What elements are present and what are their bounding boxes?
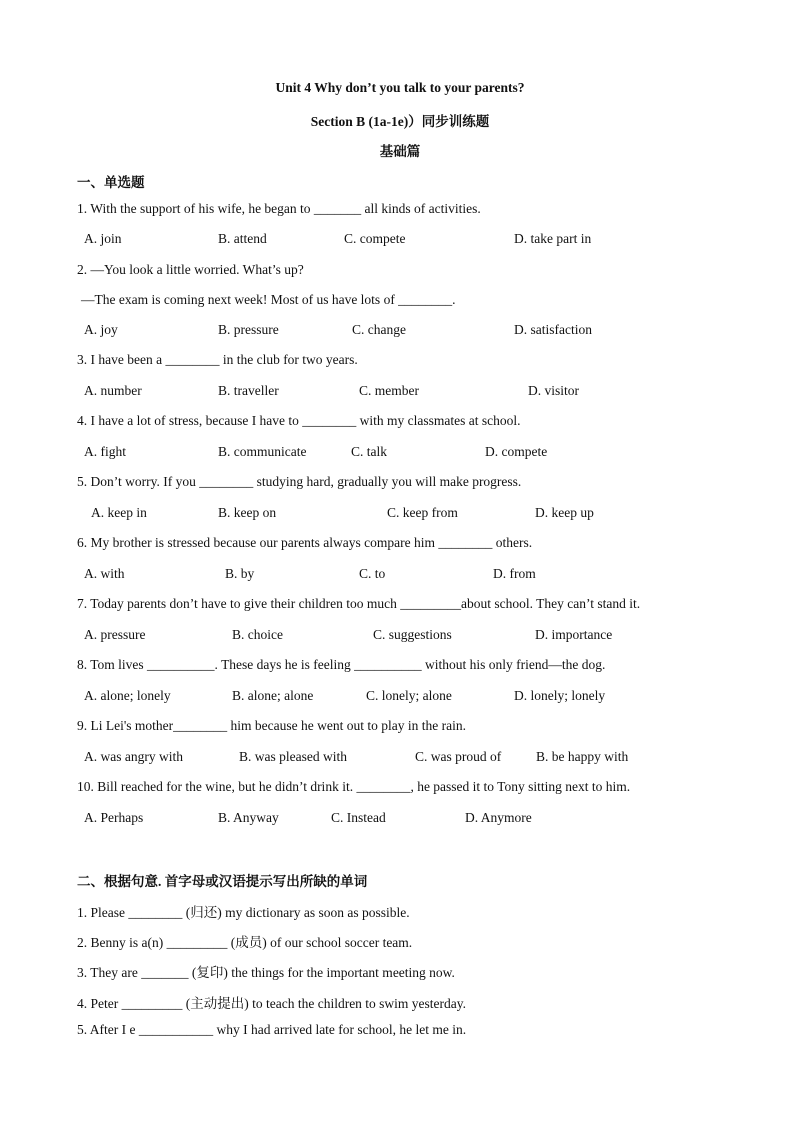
q1-option-c: C. compete [344,231,406,246]
question-7: 7. Today parents don’t have to give their children too much _________about school. They can’t stand it. [77,596,641,611]
q9-option-b: B. was pleased with [239,749,347,764]
q7-option-a: A. pressure [84,627,146,642]
q3-option-c: C. member [359,383,419,398]
page-subtitle: Section B (1a-1e)）同步训练题 [310,114,490,129]
question-6: 6. My brother is stressed because our parents always compare him ________ others. [77,535,533,550]
q9-option-d: B. be happy with [536,749,629,764]
q6-option-d: D. from [493,566,536,581]
q8-option-c: C. lonely; alone [366,688,452,703]
q2-option-a: A. joy [84,322,118,337]
q1-option-b: B. attend [218,231,267,246]
q3-option-d: D. visitor [528,383,580,398]
fill-item-1: 1. Please ________ (归还) my dictionary as soon as possible. [77,905,410,920]
question-1: 1. With the support of his wife, he began to _______ all kinds of activities. [77,201,481,216]
fill-item-2: 2. Benny is a(n) _________ (成员) of our school soccer team. [77,935,413,950]
q2-option-c: C. change [352,322,406,337]
q7-option-c: C. suggestions [373,627,452,642]
q5-option-d: D. keep up [535,505,594,520]
q5-option-c: C. keep from [387,505,458,520]
level-label: 基础篇 [379,144,421,159]
section2-heading: 二、根据句意. 首字母或汉语提示写出所缺的单词 [77,874,368,889]
page-title: Unit 4 Why don’t you talk to your parents? [275,80,525,95]
q4-option-b: B. communicate [218,444,307,459]
question-2-reply: —The exam is coming next week! Most of us have lots of ________. [81,292,456,307]
fill-item-3: 3. They are _______ (复印) the things for the important meeting now. [77,965,455,980]
q3-option-a: A. number [84,383,142,398]
q10-option-b: B. Anyway [218,810,279,825]
q8-option-a: A. alone; lonely [84,688,171,703]
section1-heading: 一、单选题 [77,175,145,190]
q4-option-d: D. compete [485,444,548,459]
q2-option-d: D. satisfaction [514,322,592,337]
q6-option-a: A. with [84,566,125,581]
q3-option-b: B. traveller [218,383,279,398]
q10-option-c: C. Instead [331,810,386,825]
fill-item-4: 4. Peter _________ (主动提出) to teach the children to swim yesterday. [77,996,467,1011]
q7-option-b: B. choice [232,627,283,642]
question-3: 3. I have been a ________ in the club for two years. [77,352,358,367]
question-8: 8. Tom lives __________. These days he is feeling __________ without his only friend—the dog. [77,657,606,672]
q6-option-b: B. by [225,566,255,581]
q7-option-d: D. importance [535,627,613,642]
question-2: 2. —You look a little worried. What’s up? [77,262,304,277]
question-5: 5. Don’t worry. If you ________ studying hard, gradually you will make progress. [77,474,522,489]
q8-option-b: B. alone; alone [232,688,314,703]
question-4: 4. I have a lot of stress, because I have to ________ with my classmates at school. [77,413,521,428]
q2-option-b: B. pressure [218,322,279,337]
q10-option-a: A. Perhaps [84,810,144,825]
q9-option-a: A. was angry with [84,749,183,764]
q4-option-c: C. talk [351,444,387,459]
q9-option-c: C. was proud of [415,749,502,764]
fill-item-5: 5. After I e ___________ why I had arrived late for school, he let me in. [77,1022,467,1037]
question-9: 9. Li Lei's mother________ him because he went out to play in the rain. [77,718,466,733]
q4-option-a: A. fight [84,444,126,459]
q8-option-d: D. lonely; lonely [514,688,606,703]
question-10: 10. Bill reached for the wine, but he didn’t drink it. ________, he passed it to Tony sitting next to him. [77,779,631,794]
q1-option-d: D. take part in [514,231,592,246]
q5-option-b: B. keep on [218,505,277,520]
q6-option-c: C. to [359,566,386,581]
q10-option-d: D. Anymore [465,810,532,825]
q1-option-a: A. join [84,231,122,246]
q5-option-a: A. keep in [91,505,147,520]
